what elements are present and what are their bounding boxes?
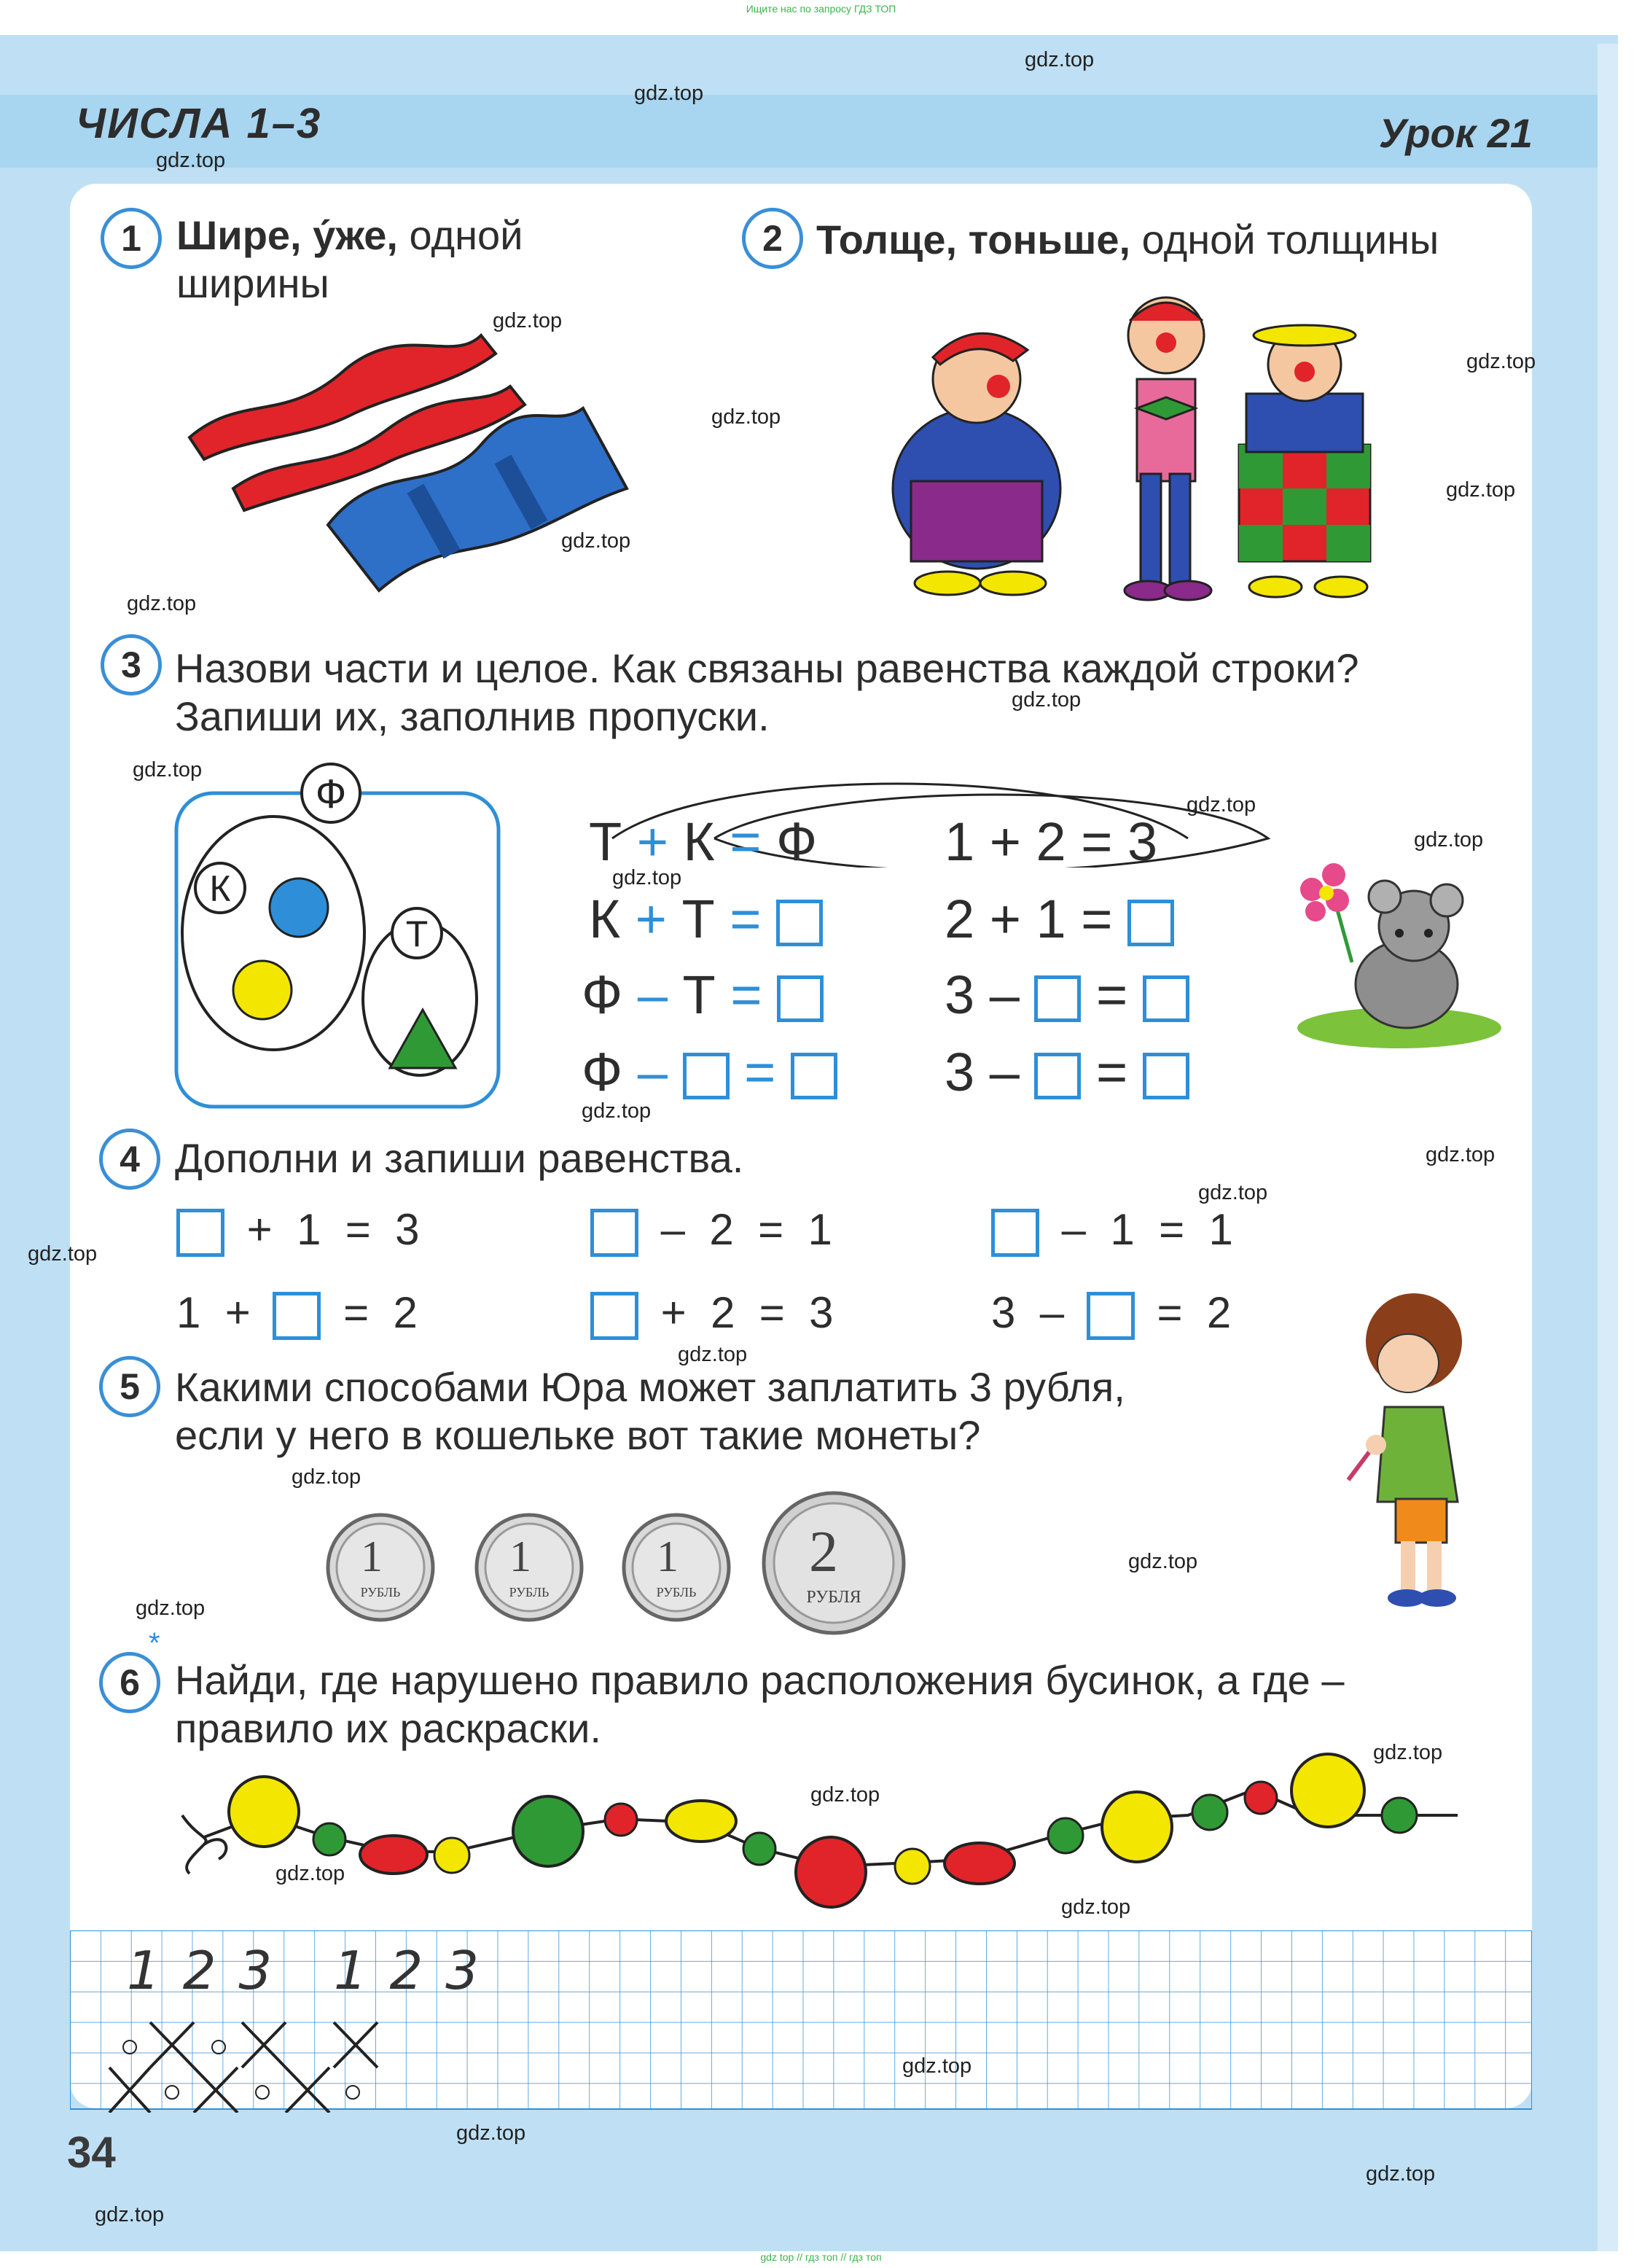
coin-2 (477, 1515, 582, 1620)
term: 3 (1127, 811, 1158, 872)
task2-bold: Толще, тоньше, (816, 217, 1131, 262)
coin-label: РУБЛЬ (656, 1585, 697, 1599)
term: 1 (176, 1288, 201, 1337)
answer-box[interactable] (683, 1053, 730, 1099)
task4-text: Дополни и запиши равенства. (175, 1135, 744, 1181)
term: 2 (709, 1205, 734, 1254)
term: Ф (582, 965, 623, 1025)
watermark: gdz.top (1198, 1181, 1268, 1204)
task1-text (176, 211, 628, 308)
green-triangle (390, 1010, 456, 1068)
task4-eq-6 (991, 1287, 1231, 1340)
equals: = (730, 889, 762, 949)
answer-box[interactable] (590, 1209, 638, 1257)
watermark: gdz.top (810, 1783, 880, 1807)
answer-box[interactable] (176, 1209, 224, 1257)
watermark: gdz.top (156, 149, 226, 172)
watermark: gdz.top (292, 1465, 361, 1489)
equation-right-2 (945, 888, 1174, 950)
answer-box[interactable] (777, 975, 824, 1022)
watermark: gdz.top (582, 1099, 652, 1123)
answer-box[interactable] (1127, 900, 1174, 946)
boy-illustration (1341, 1283, 1487, 1618)
equals: = (1159, 1205, 1185, 1254)
watermark: gdz.top (456, 2121, 526, 2145)
coin-value: 1 (509, 1532, 531, 1581)
watermark: gdz.top (1373, 1741, 1443, 1764)
equals: = (1096, 965, 1128, 1025)
coin-value: 1 (657, 1532, 679, 1581)
coin-label: РУБЛЯ (806, 1588, 861, 1607)
diagram-label-whole: Ф (315, 771, 347, 817)
task1-bold: Шире, у́же, (176, 212, 398, 258)
equals: = (744, 1042, 776, 1102)
watermark: gdz.top (1061, 1895, 1131, 1919)
watermark: gdz.top (1128, 1550, 1198, 1573)
watermark: gdz.top (95, 2203, 165, 2226)
operator: + (989, 889, 1021, 949)
task3-line1: Назови части и целое. Как связаны равенства каждой строки? (175, 645, 1359, 691)
task4-eq-5 (580, 1287, 834, 1340)
term: К (589, 889, 621, 949)
operator: + (246, 1205, 273, 1254)
watermark: gdz.top (133, 758, 203, 782)
operator: – (1039, 1288, 1065, 1337)
mouse-with-flower-illustration (1283, 860, 1501, 1050)
watermark: gdz.top (1012, 688, 1082, 712)
task5-line2: если у него в кошельке вот такие монеты? (175, 1412, 981, 1458)
term: 2 (1036, 811, 1066, 872)
diagram-label-part2: Т (405, 913, 429, 954)
task-number-4: 4 (99, 1129, 160, 1190)
operator: + (989, 811, 1021, 872)
page-number: 34 (67, 2128, 116, 2177)
term: Ф (776, 811, 818, 872)
operator: + (660, 1288, 687, 1337)
bottom-note: gdz top // гдз топ // гдз топ (760, 2251, 882, 2263)
top-note: Ищите нас по запросу ГДЗ ТОП (746, 3, 896, 15)
watermark: gdz.top (1446, 478, 1516, 502)
watermark: gdz.top (127, 592, 197, 615)
operator: – (989, 1042, 1020, 1102)
task4-eq-3 (981, 1204, 1233, 1257)
watermark: gdz.top (1414, 828, 1484, 852)
term: Т (681, 889, 715, 949)
term: 2 (393, 1288, 418, 1337)
task6-line1: Найди, где нарушено правило расположения бусинок, а где – (175, 1657, 1345, 1703)
ribbons-illustration (175, 313, 641, 605)
watermark: gdz.top (1426, 1143, 1496, 1166)
coin-label: РУБЛЬ (509, 1585, 550, 1599)
operator: + (635, 889, 667, 949)
equation-left-4 (582, 1041, 837, 1103)
term: 1 (808, 1205, 832, 1254)
term: 3 (395, 1205, 420, 1254)
watermark: gdz.top (493, 309, 563, 332)
task4-eq-1 (166, 1204, 420, 1257)
task3-text (175, 644, 1530, 741)
equals: = (1081, 811, 1113, 872)
star-mark: * (149, 1627, 160, 1659)
task-number-2: 2 (742, 208, 803, 269)
task4-eq-4 (176, 1287, 418, 1340)
watermark: gdz.top (902, 2054, 972, 2078)
task5-text (175, 1363, 1297, 1460)
term: Т (589, 811, 622, 872)
equation-left-1 (589, 811, 817, 873)
watermark: gdz.top (612, 866, 682, 889)
blue-circle (270, 878, 328, 937)
operator: + (636, 811, 668, 872)
coin-value: 1 (361, 1532, 383, 1581)
parts-whole-diagram (168, 758, 510, 1115)
watermark: gdz.top (1186, 793, 1256, 817)
task4-eq-2 (580, 1204, 832, 1257)
equals: = (1081, 889, 1113, 949)
diagram-label-part1: К (209, 868, 231, 909)
watermark: gdz.top (634, 82, 704, 105)
practice-grid (70, 1930, 1532, 2113)
equation-right-3 (945, 964, 1189, 1026)
watermark: gdz.top (1366, 2162, 1436, 2186)
term: 2 (1206, 1288, 1232, 1337)
equation-right-4 (945, 1041, 1189, 1103)
task-number-6: 6 (99, 1652, 160, 1713)
answer-box[interactable] (776, 900, 823, 946)
term: 1 (1208, 1205, 1233, 1254)
answer-box[interactable] (273, 1292, 321, 1340)
watermark: gdz.top (1466, 350, 1536, 373)
watermark: gdz.top (28, 1242, 98, 1266)
term: 1 (297, 1205, 321, 1254)
equals: = (759, 1288, 785, 1337)
answer-box[interactable] (1034, 975, 1081, 1022)
term: 3 (945, 965, 975, 1025)
term: 3 (945, 1042, 975, 1102)
watermark: gdz.top (136, 1597, 206, 1620)
answer-box[interactable] (991, 1209, 1039, 1257)
page-edge (1598, 44, 1618, 2251)
equals: = (1096, 1042, 1128, 1102)
operator: – (637, 965, 668, 1025)
operator: – (1061, 1205, 1087, 1254)
task-number-5: 5 (99, 1356, 160, 1417)
equation-right-1 (945, 811, 1157, 873)
term: 1 (1036, 889, 1066, 949)
operator: – (660, 1205, 686, 1254)
task2-text (816, 216, 1516, 264)
equals: = (730, 965, 762, 1025)
equals: = (730, 811, 762, 872)
term: К (683, 811, 715, 872)
task2-rest: одной толщины (1130, 217, 1439, 262)
watermark: gdz.top (678, 1343, 748, 1366)
term: 1 (945, 811, 975, 872)
coin-4 (764, 1493, 904, 1633)
operator: + (224, 1288, 251, 1337)
task1-rest: одной ширины (176, 212, 523, 306)
task-number-1: 1 (101, 208, 162, 269)
term: 3 (991, 1288, 1016, 1337)
equation-left-3 (582, 964, 824, 1026)
equals: = (345, 1205, 371, 1254)
equation-left-2 (589, 888, 823, 950)
yellow-circle (233, 961, 292, 1019)
watermark: gdz.top (275, 1862, 345, 1885)
operator: – (989, 965, 1020, 1025)
answer-box[interactable] (590, 1292, 638, 1340)
answer-box[interactable] (1087, 1292, 1135, 1340)
answer-box[interactable] (1143, 975, 1189, 1022)
equals: = (343, 1288, 370, 1337)
equals: = (1157, 1288, 1183, 1337)
task-number-3: 3 (101, 634, 162, 695)
lesson-title: Урок 21 (1378, 110, 1533, 156)
coin-1 (328, 1515, 433, 1620)
chapter-title: ЧИСЛА 1–3 (76, 100, 322, 147)
watermark: gdz.top (561, 529, 631, 553)
answer-box[interactable] (791, 1053, 837, 1099)
term: 2 (711, 1288, 735, 1337)
operator: – (637, 1042, 668, 1102)
task3-line2: Запиши их, заполнив пропуски. (175, 693, 770, 739)
task6-line2: правило их раскраски. (175, 1705, 601, 1751)
coins-illustration (321, 1487, 918, 1640)
term: 3 (809, 1288, 834, 1337)
task5-line1: Какими способами Юра может заплатить 3 рубля, (175, 1364, 1125, 1410)
term: 1 (1110, 1205, 1135, 1254)
beads-string (160, 1735, 1472, 1917)
watermark: gdz.top (1025, 48, 1095, 71)
coin-value: 2 (809, 1520, 838, 1584)
term: 2 (945, 889, 975, 949)
answer-box[interactable] (1143, 1053, 1189, 1099)
handwritten-sequence: 1 2 3 1 2 3 (127, 1940, 482, 2001)
coin-3 (624, 1515, 729, 1620)
coin-label: РУБЛЬ (360, 1585, 401, 1599)
watermark: gdz.top (711, 405, 781, 429)
term: Т (682, 965, 716, 1025)
clowns-illustration (882, 270, 1407, 612)
answer-box[interactable] (1034, 1053, 1081, 1099)
equals: = (758, 1205, 784, 1254)
term: Ф (582, 1042, 623, 1102)
